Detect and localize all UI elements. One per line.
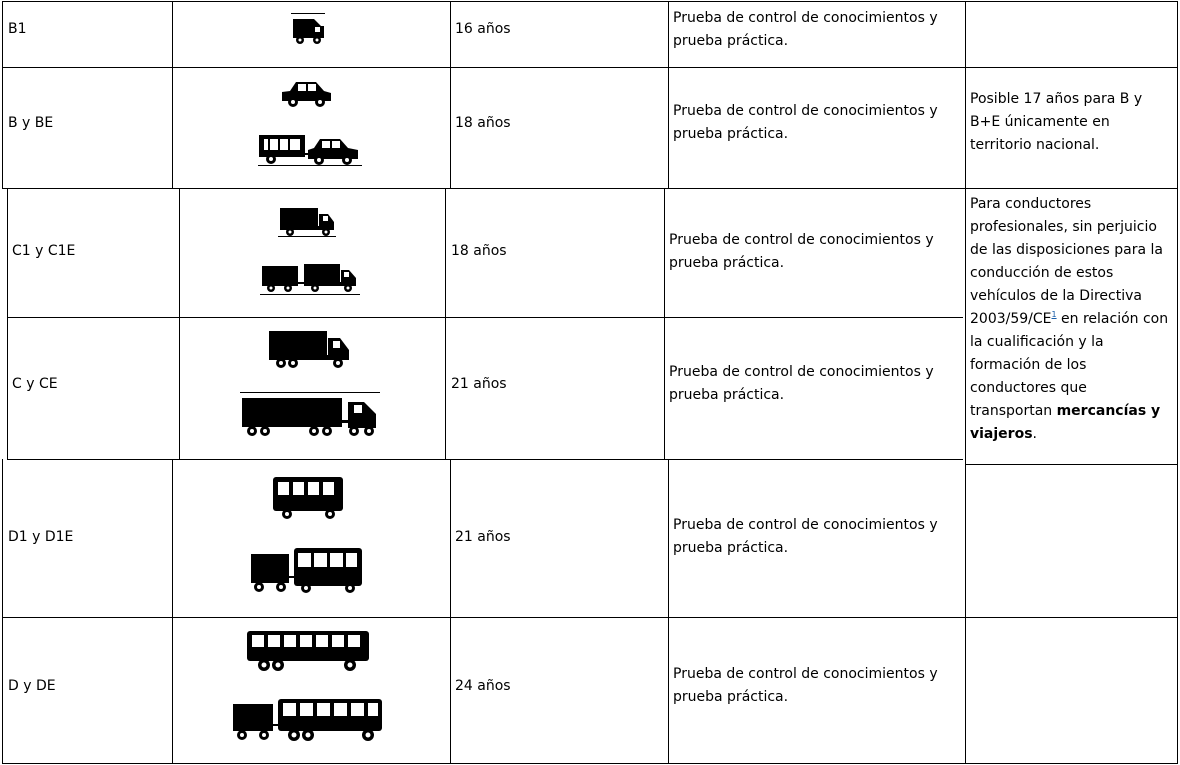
note-text-part1: Para conductores profesionales, sin perjuicio de las disposiciones para la conducción de estos vehículos de la Directiva 2003/59/CE xyxy=(970,196,1163,327)
category-cell: C y CE xyxy=(12,376,58,392)
note-bold-text: mercancías y viajeros xyxy=(970,403,1161,442)
age-cell: 18 años xyxy=(455,115,511,131)
age-cell: 24 años xyxy=(455,678,511,694)
category-cell: B1 xyxy=(8,21,27,37)
light-truck-with-trailer-icon xyxy=(260,262,362,296)
footnote-link[interactable]: 1 xyxy=(1051,310,1057,319)
test-cell: Prueba de control de conocimientos y prueba práctica. xyxy=(673,666,938,705)
category-cell: B y BE xyxy=(8,115,54,131)
professional-drivers-note xyxy=(970,193,1170,446)
bus-icon xyxy=(244,628,372,674)
van-icon xyxy=(288,12,328,46)
age-cell: 21 años xyxy=(451,376,507,392)
age-cell: 16 años xyxy=(455,21,511,37)
car-with-trailer-icon xyxy=(256,132,364,168)
articulated-truck-icon xyxy=(238,390,382,440)
category-cell: C1 y C1E xyxy=(12,243,76,259)
car-icon xyxy=(280,78,334,108)
note-text-end: . xyxy=(1032,426,1037,442)
light-truck-icon xyxy=(278,204,338,238)
category-cell: D1 y D1E xyxy=(8,529,74,545)
truck-icon xyxy=(266,328,356,370)
age-cell: 21 años xyxy=(455,529,511,545)
category-cell: D y DE xyxy=(8,678,56,694)
test-cell: Prueba de control de conocimientos y prueba práctica. xyxy=(673,10,938,49)
test-cell: Prueba de control de conocimientos y prueba práctica. xyxy=(673,517,938,556)
test-cell: Prueba de control de conocimientos y prueba práctica. xyxy=(669,232,934,271)
test-cell: Prueba de control de conocimientos y prueba práctica. xyxy=(669,364,934,403)
minibus-icon xyxy=(270,474,346,522)
note-cell: Posible 17 años para B y B+E únicamente en territorio nacional. xyxy=(970,91,1143,153)
bus-with-trailer-icon xyxy=(230,696,386,744)
age-cell: 18 años xyxy=(451,243,507,259)
test-cell: Prueba de control de conocimientos y prueba práctica. xyxy=(673,103,938,142)
minibus-with-trailer-icon xyxy=(248,546,366,598)
note-text-part2: en relación con la cualificación y la formación de los conductores que transportan xyxy=(970,311,1169,419)
